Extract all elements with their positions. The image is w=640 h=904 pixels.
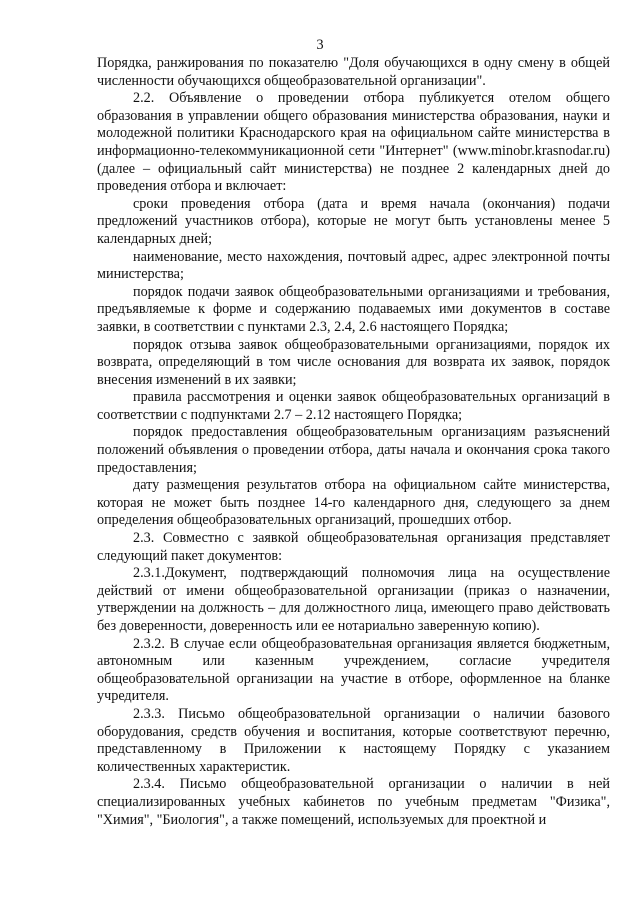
paragraph: Порядка, ранжирования по показателю "Доля обучающихся в одну смену в общей численности обучающихся общеобразовательной организации". [97, 55, 610, 89]
paragraph: порядок отзыва заявок общеобразовательными организациями, порядок их возврата, определяющий в том числе основания для возврата их заявок, порядок внесения изменений в их заявки; [97, 336, 610, 388]
paragraph: правила рассмотрения и оценки заявок общеобразовательных организаций в соответствии с подпунктами 2.7 – 2.12 настоящего Порядка; [97, 389, 610, 423]
document-body [97, 55, 610, 829]
paragraph: 2.3.4. Письмо общеобразовательной организации о наличии в ней специализированных учебных кабинетов по учебным предметам "Физика", "Химия", "Биология", а также помещений, используемых для проектной и [97, 776, 610, 828]
paragraph: 2.3.1.Документ, подтверждающий полномочия лица на осуществление действий от имени общеобразовательной организации (приказ о назначении, утверждении на должность – для должностного лица, имеющего право действовать без доверенности, доверенность или ее нотариально заверенную копию). [97, 565, 610, 634]
paragraph: наименование, место нахождения, почтовый адрес, адрес электронной почты министерства; [97, 248, 610, 283]
paragraph: порядок подачи заявок общеобразовательными организациями и требования, предъявляемые к форме и содержанию подаваемых ими документов в составе заявки, в соответствии с пунктами 2.3, 2.4, 2.6 настоящего Порядка; [97, 283, 610, 335]
page-number: 3 [316, 37, 324, 53]
paragraph: порядок предоставления общеобразовательным организациям разъяснений положений объявления о проведении отбора, даты начала и окончания срока такого предоставления; [97, 424, 610, 476]
paragraph: 2.3.2. В случае если общеобразовательная организация является бюджетным, автономным или казенным учреждением, согласие учредителя общеобразовательной организации на участие в отборе, оформленное на бланке учредителя. [97, 635, 610, 705]
paragraph: 2.2. Объявление о проведении отбора публикуется отелом общего образования в управлении общего образования министерства образования, науки и молодежной политики Краснодарского края на официальном сайте министерства в информационно-телекоммуникационной сети "Интернет" (www.minobr.krasnodar.ru) (далее – официальный сайт министерства) не позднее 2 календарных дней до проведения отбора и включает: [97, 90, 610, 195]
paragraph: сроки проведения отбора (дата и время начала (окончания) подачи предложений участников отбора), которые не могут быть установлены менее 5 календарных дней; [97, 195, 610, 247]
paragraph: 2.3. Совместно с заявкой общеобразовательная организация представляет следующий пакет документов: [97, 530, 610, 564]
paragraph: дату размещения результатов отбора на официальном сайте министерства, которая не может быть позднее 14-го календарного дня, следующего за днем определения общеобразовательных организаций, прошедших отбор. [97, 477, 610, 529]
paragraph: 2.3.3. Письмо общеобразовательной организации о наличии базового оборудования, средств обучения и воспитания, которые соответствуют перечню, представленному в Приложении к настоящему Порядку с указанием количественных характеристик. [97, 705, 610, 775]
